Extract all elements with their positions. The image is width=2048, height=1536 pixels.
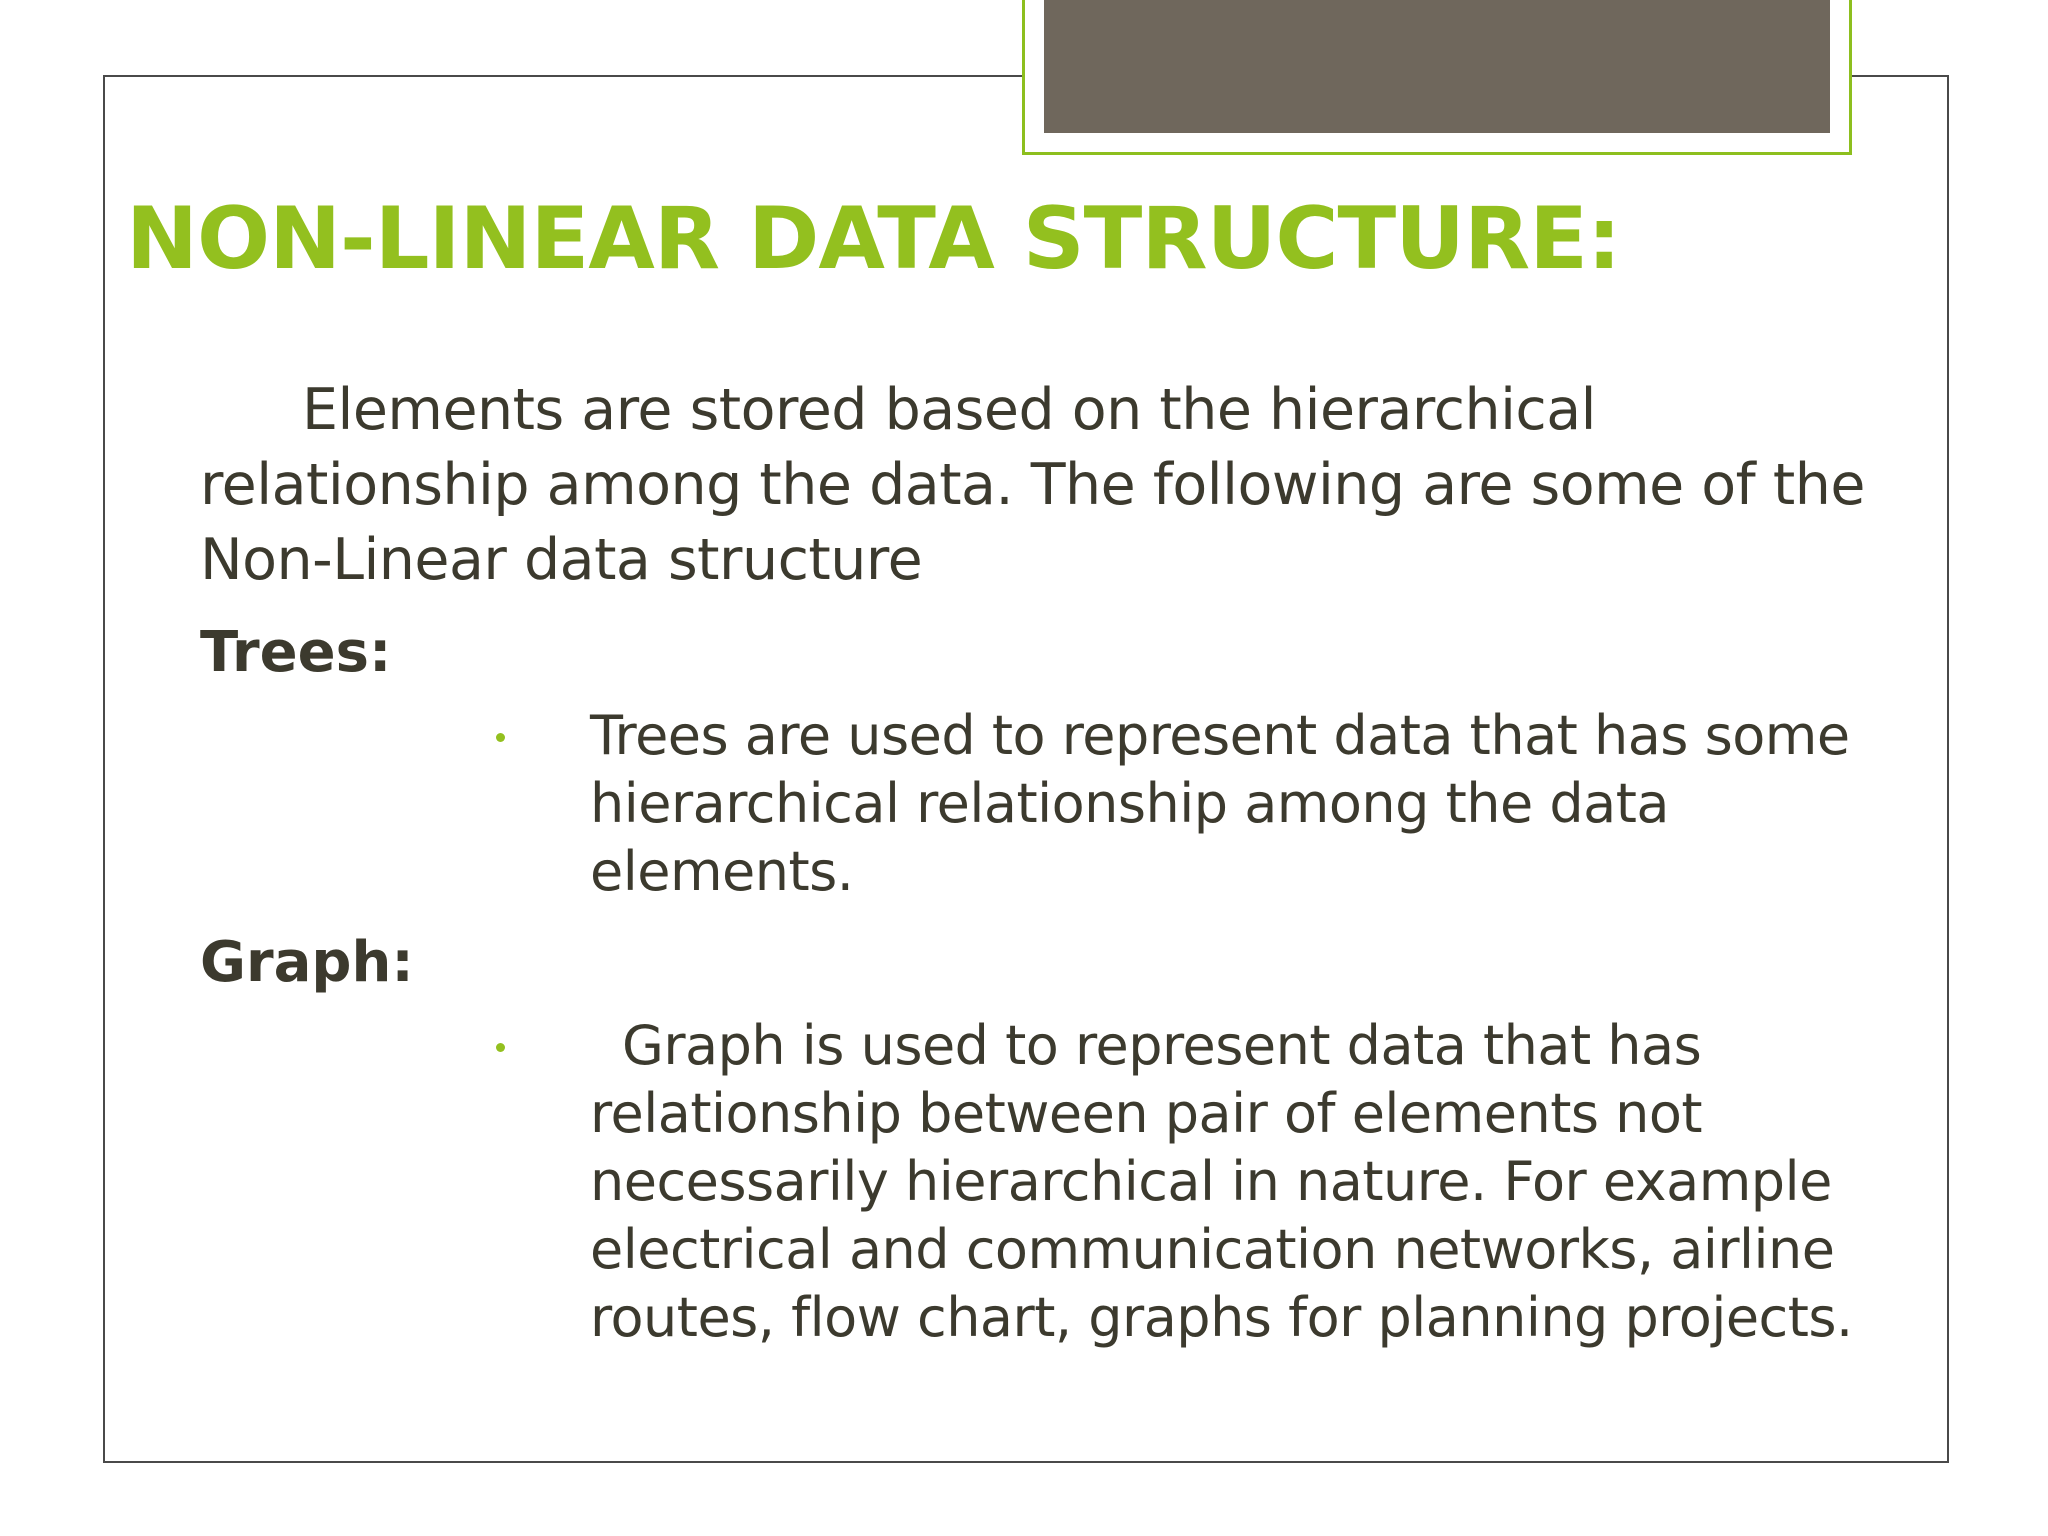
section-heading-trees: Trees: xyxy=(200,620,392,685)
decorative-header-tab-fill xyxy=(1044,0,1830,133)
slide-title: NON-LINEAR DATA STRUCTURE: xyxy=(126,189,1621,289)
bullet-icon xyxy=(496,733,505,742)
bullet-text-graph: Graph is used to represent data that has relationship between pair of elements not necessarily hierarchical in nature. For example electrical and communication networks, airline routes, flow chart, graphs for planning projects. xyxy=(590,1014,1853,1349)
bullet-text-trees: Trees are used to represent data that has some hierarchical relationship among the data elements. xyxy=(590,704,1850,903)
intro-paragraph: Elements are stored based on the hierarchical relationship among the data. The following are some of the Non-Linear data structure xyxy=(200,377,1865,593)
bullet-icon xyxy=(496,1043,505,1052)
section-heading-graph: Graph: xyxy=(200,930,414,995)
